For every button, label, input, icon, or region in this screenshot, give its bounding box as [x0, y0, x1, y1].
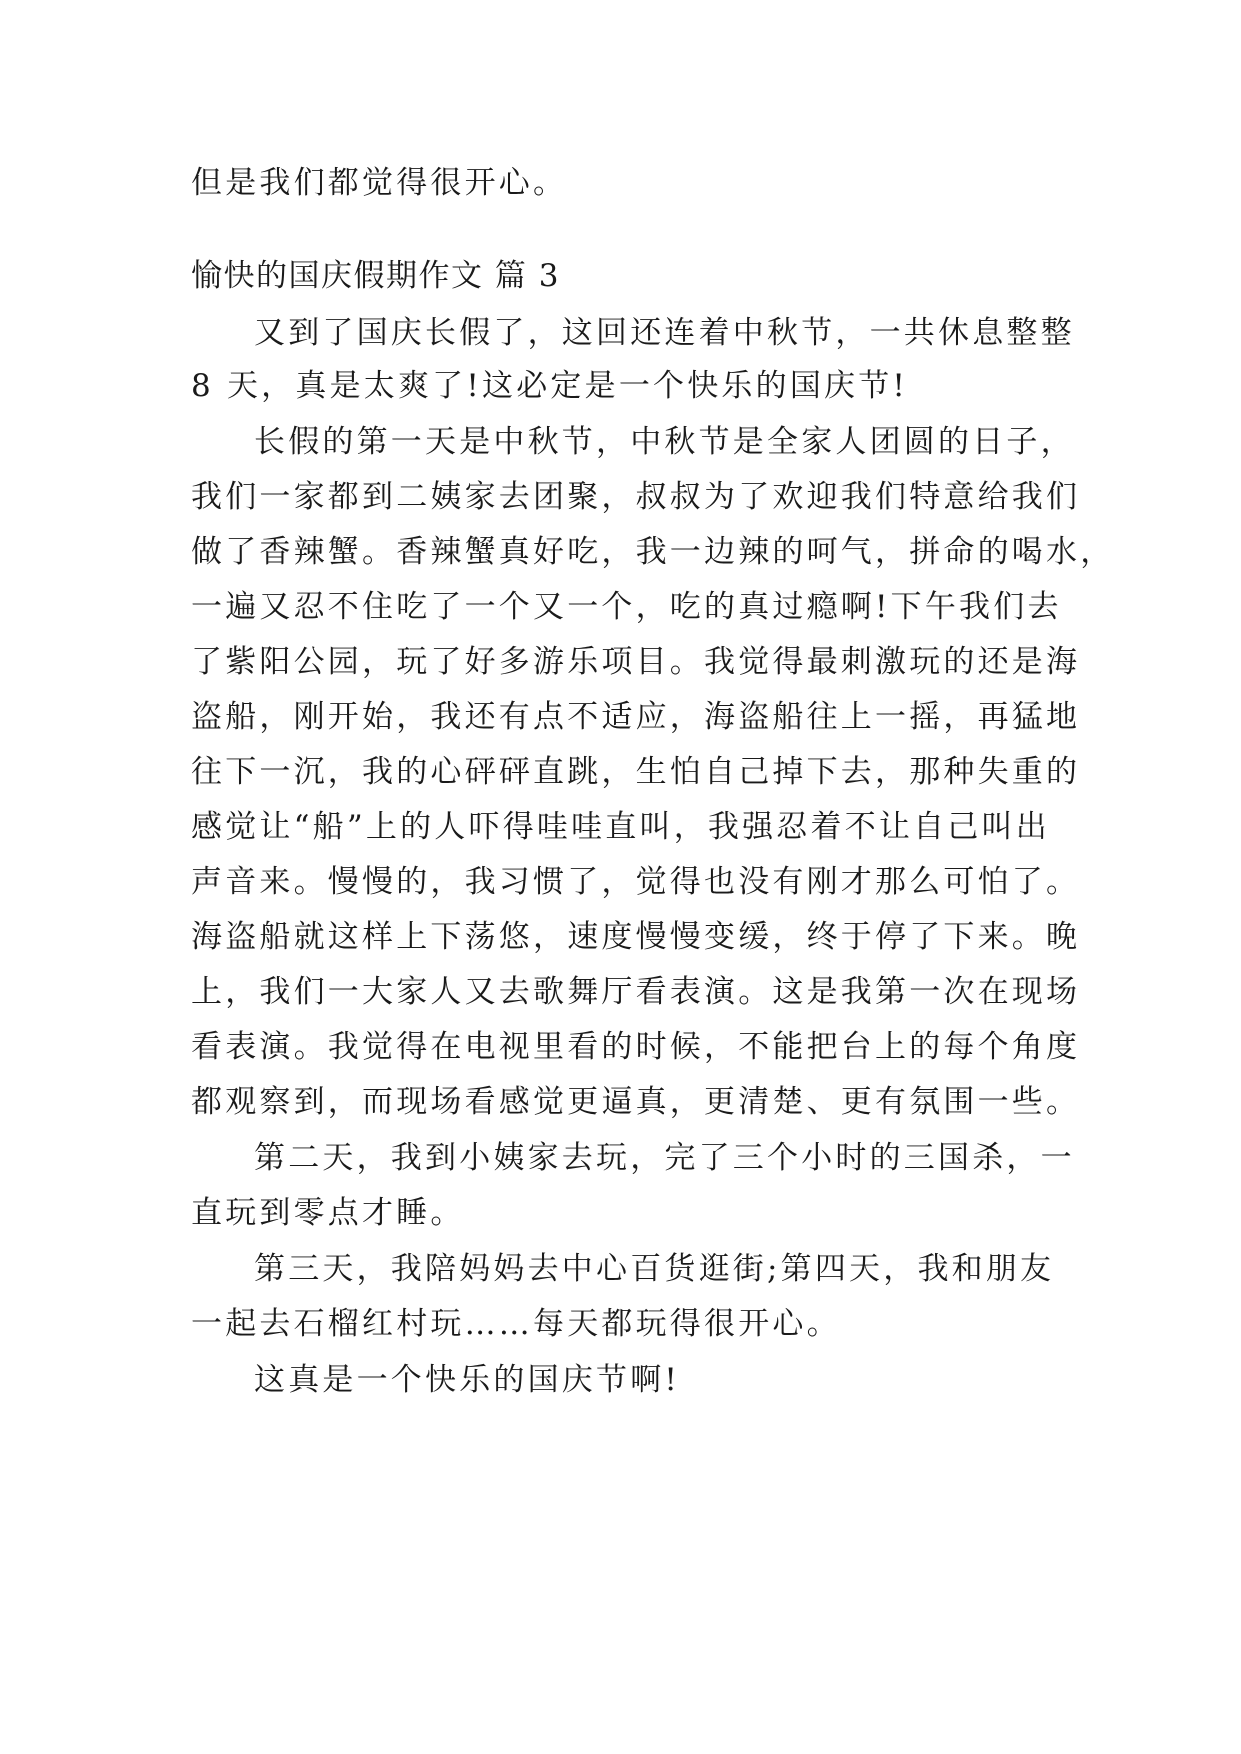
paragraph-4-line-1: 第三天，我陪妈妈去中心百货逛街;第四天，我和朋友 [254, 1251, 1055, 1287]
paragraph-3-line-2: 直玩到零点才睡。 [191, 1195, 465, 1231]
paragraph-2-line-9: 声音来。慢慢的，我习惯了，觉得也没有刚才那么可怕了。 [191, 864, 1081, 900]
paragraph-1-line-1: 又到了国庆长假了，这回还连着中秋节，一共休息整整 [254, 315, 1075, 351]
paragraph-2-line-5: 了紫阳公园，玩了好多游乐项目。我觉得最刺激玩的还是海 [191, 644, 1081, 680]
paragraph-2-line-7: 往下一沉，我的心砰砰直跳，生怕自己掉下去，那种失重的 [191, 754, 1081, 790]
paragraph-4-line-2: 一起去石榴红村玩……每天都玩得很开心。 [191, 1306, 841, 1342]
paragraph-2-line-11: 上，我们一大家人又去歌舞厅看表演。这是我第一次在现场 [191, 974, 1081, 1010]
paragraph-2-line-8: 感觉让“船”上的人吓得哇哇直叫，我强忍着不让自己叫出 [191, 809, 1050, 845]
section-heading: 愉快的国庆假期作文 篇 3 [191, 258, 560, 294]
paragraph-2-line-13: 都观察到，而现场看感觉更逼真，更清楚、更有氛围一些。 [191, 1084, 1081, 1120]
paragraph-2-line-1: 长假的第一天是中秋节，中秋节是全家人团圆的日子， [254, 424, 1075, 460]
paragraph-1-line-2: 8 天，真是太爽了!这必定是一个快乐的国庆节! [191, 368, 909, 404]
paragraph-2-line-4: 一遍又忍不住吃了一个又一个，吃的真过瘾啊!下午我们去 [191, 589, 1062, 625]
paragraph-2-line-6: 盗船，刚开始，我还有点不适应，海盗船往上一摇，再猛地 [191, 699, 1081, 735]
paragraph-5-line-1: 这真是一个快乐的国庆节啊! [254, 1362, 681, 1398]
paragraph-2-line-10: 海盗船就这样上下荡悠，速度慢慢变缓，终于停了下来。晚 [191, 919, 1081, 955]
paragraph-line-prev-ending: 但是我们都觉得很开心。 [191, 165, 568, 201]
paragraph-2-line-2: 我们一家都到二姨家去团聚，叔叔为了欢迎我们特意给我们 [191, 479, 1081, 515]
paragraph-2-line-12: 看表演。我觉得在电视里看的时候，不能把台上的每个角度 [191, 1029, 1081, 1065]
paragraph-3-line-1: 第二天，我到小姨家去玩，完了三个小时的三国杀，一 [254, 1140, 1075, 1176]
paragraph-2-line-3: 做了香辣蟹。香辣蟹真好吃，我一边辣的呵气，拼命的喝水， [191, 534, 1115, 570]
